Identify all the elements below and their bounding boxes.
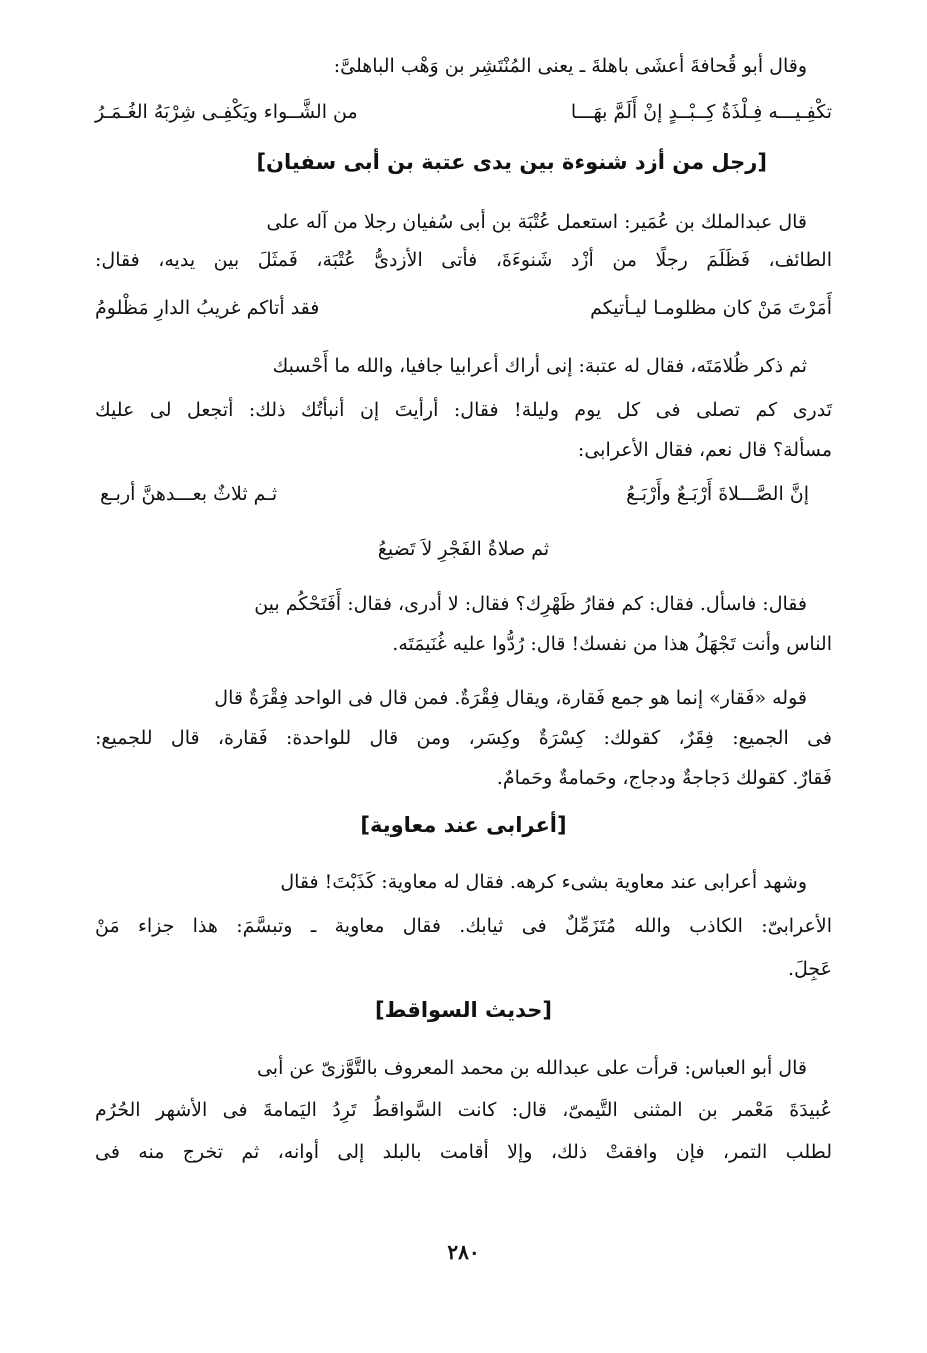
- paragraph-line: فَقارٌ. كقولك دَجاجةٌ ودجاج، وحَمامةٌ وحَمامٌ.: [496, 767, 832, 789]
- section-heading-azd: [رجل من أزد شنوءة بين يدى عتبة بن أبى سفيان]: [256, 150, 767, 174]
- paragraph-line: عُبيدَةَ مَعْمر بن المثنى التَّيمىّ، قال: كانت السَّواقطُ تَرِدُ اليَمامةَ فى الأشهر الحُرُم: [95, 1099, 832, 1121]
- intro-line: وقال أبو قُحافةَ أعشَى باهلةَ ـ يعنى المُنْتَشِر بن وَهْب الباهلىَّ:: [333, 55, 807, 77]
- verse3-closing: ثم صلاةُ الفَجْرِ لاَ تَضيعُ: [377, 538, 550, 560]
- section-heading-muawiya: [أعرابى عند معاوية]: [360, 813, 567, 837]
- paragraph-line: مسألة؟ قال نعم، فقال الأعرابى:: [577, 439, 832, 461]
- verse2-second-hemistich: فقد أتاكم غريبُ الدارِ مَظْلومُ: [95, 297, 320, 319]
- paragraph-line: وشهد أعرابى عند معاوية بشىء كرهه. فقال له معاوية: كَذَبْتَ! فقال: [280, 871, 807, 893]
- paragraph-line: الناس وأنت تَجْهَلُ هذا من نفسك! قال: رُدُّوا عليه غُنَيمَتَه.: [392, 633, 832, 655]
- paragraph-line: عَجِلَ.: [787, 958, 832, 980]
- paragraph-line: قوله «فَقار» إنما هو جمع فَقارة، ويقال فِقْرَةٌ. فمن قال فى الواحد فِقْرَةٌ قال: [214, 687, 807, 709]
- verse1-first-hemistich: تكْفِـيـــه فِـلْذَةُ كِــبْــدٍ إنْ أَلَمَّ بهَـــا: [570, 101, 832, 123]
- section-heading-sawaqit: [حديث السواقط]: [375, 998, 552, 1022]
- paragraph-line: قال عبدالملك بن عُمَير: استعمل عُتْبَة بن أبى سُفيان رجلا من آله على: [266, 211, 807, 233]
- paragraph-line: فقال: فاسأل. فقال: كم فقارُ ظَهْرِك؟ فقال: لا أدرى، فقال: أَفَتَحْكُم بين: [254, 593, 807, 615]
- page-number: ٢٨٠: [447, 1240, 480, 1264]
- paragraph-line: قال أبو العباس: قرأت على عبدالله بن محمد المعروف بالتَّوَّزىّ عن أبى: [256, 1057, 807, 1079]
- paragraph-line: تَدرى كم تصلى فى كل يوم وليلة! فقال: أرأيتَ إن أنبأتُك ذلك: أتجعل لى عليك: [95, 399, 832, 421]
- verse2-first-hemistich: أَمَرْتَ مَنْ كان مظلومـا ليـأتيكم: [590, 297, 832, 319]
- paragraph-line: الأعرابىّ: الكاذب والله مُتَزَمِّلٌ فى ثيابك. فقال معاوية ـ وتبسَّمَ: هذا جزاء مَنْ: [95, 915, 832, 937]
- verse3-first-hemistich: إنَّ الصَّـــلاةَ أَرْبَـعٌ وأَرْبَـعُ: [626, 483, 809, 505]
- paragraph-line: الطائف، فَظَلَمَ رجلًا من أزْد شَنوءَةَ، فأتى الأزدىُّ عُتْبَة، فَمثَلَ بين يديه، فقال:: [95, 249, 832, 271]
- paragraph-line: فى الجميع: فِقَرٌ، كقولك: كِسْرَةٌ وكِسَر، ومن قال للواحدة: فَقارة، قال للجميع:: [95, 727, 832, 749]
- paragraph-line: لطلب التمر، فإن وافقتْ ذلك، وإلا أقامت بالبلد إلى أوانه، ثم تخرج منه فى: [95, 1141, 832, 1163]
- verse1-second-hemistich: من الشَّــواء ويَكْفِـى شِرْبَهُ الغُـمَـرُ: [95, 101, 358, 123]
- verse3-second-hemistich: ثـم ثلاثٌ بعـــدهنَّ أربـع: [100, 483, 278, 505]
- paragraph-line: ثم ذكر ظُلامَتَه، فقال له عتبة: إنى أراك أعرابيا جافيا، والله ما أَحْسبك: [272, 355, 807, 377]
